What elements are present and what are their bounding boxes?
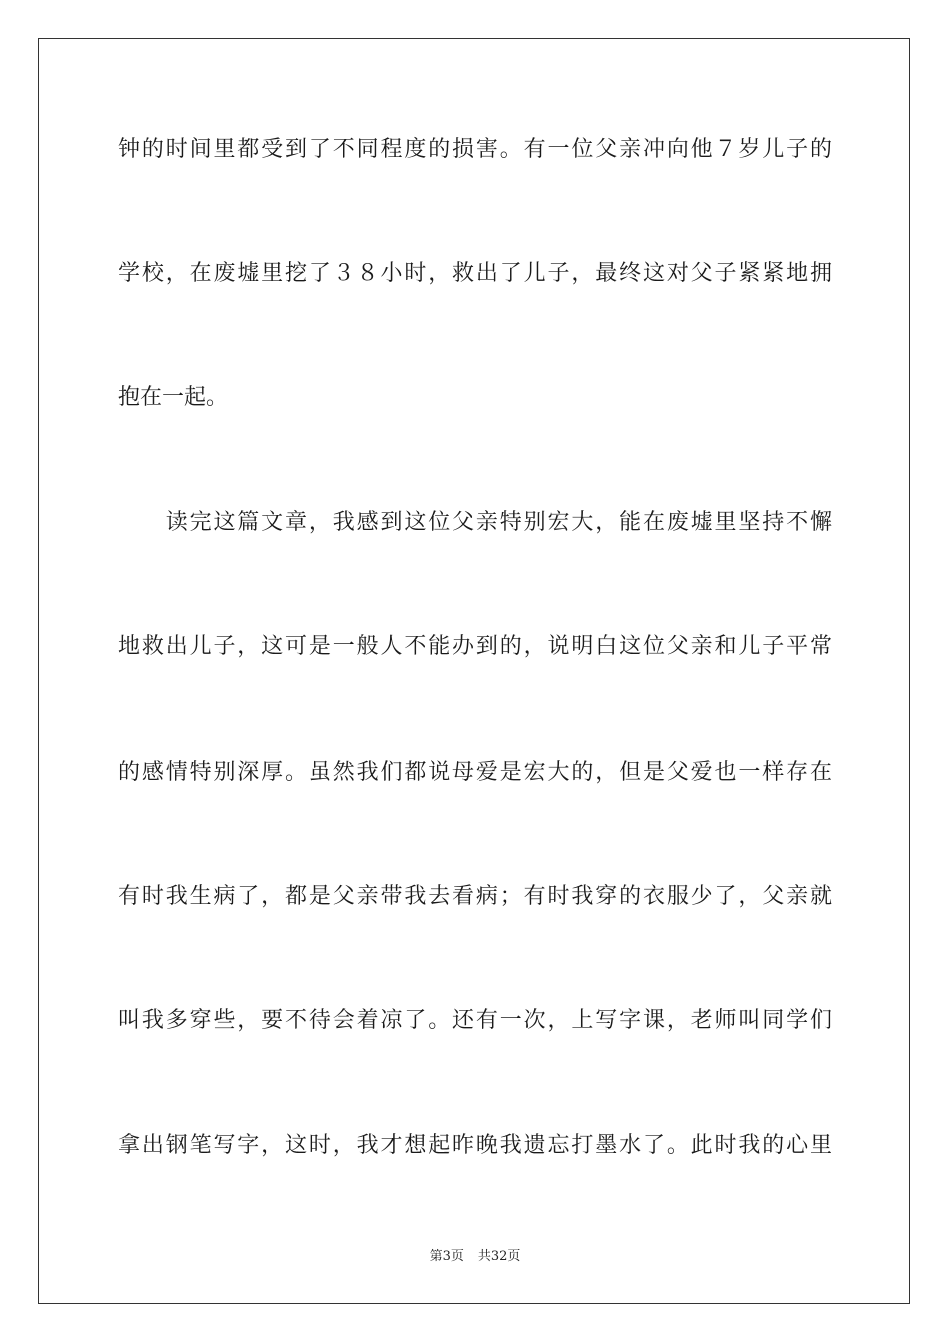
page-footer xyxy=(0,1248,950,1266)
body-text-line: 拿出钢笔写字，这时，我才想起昨晚我遗忘打墨水了。此时我的心里 xyxy=(118,1133,832,1158)
body-text-line: 抱在一起。 xyxy=(118,385,229,410)
body-text-line: 钟的时间里都受到了不同程度的损害。有一位父亲冲向他７岁儿子的 xyxy=(118,137,832,162)
body-text-line: 读完这篇文章，我感到这位父亲特别宏大，能在废墟里坚持不懈 xyxy=(118,510,832,535)
body-text-line: 学校，在废墟里挖了３８小时，救出了儿子，最终这对父子紧紧地拥 xyxy=(118,261,832,286)
body-text-line: 的感情特别深厚。虽然我们都说母爱是宏大的，但是父爱也一样存在 xyxy=(118,760,832,785)
page-border xyxy=(38,38,910,1304)
body-text-line: 地救出儿子，这可是一般人不能办到的，说明白这位父亲和儿子平常 xyxy=(118,634,832,659)
body-text-line: 有时我生病了，都是父亲带我去看病；有时我穿的衣服少了，父亲就 xyxy=(118,884,832,909)
page-total: 共32页 xyxy=(477,1249,521,1264)
body-text-line: 叫我多穿些，要不待会着凉了。还有一次，上写字课，老师叫同学们 xyxy=(118,1008,832,1033)
page-number: 第3页 xyxy=(429,1249,464,1264)
